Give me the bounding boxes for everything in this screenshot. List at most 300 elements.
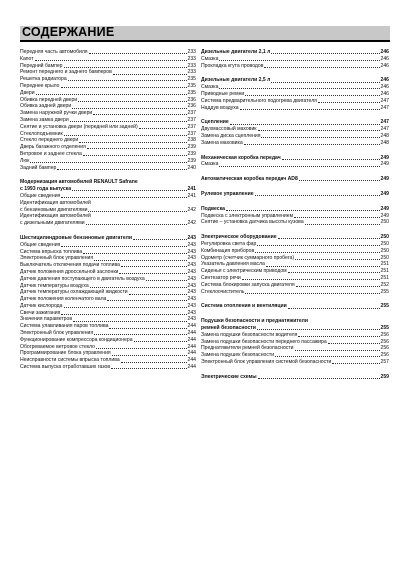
toc-entry[interactable] — [20, 255, 196, 262]
section-spacer — [201, 183, 389, 191]
toc-page-number: 256 — [380, 338, 389, 345]
toc-entry-title: Система предварительного подогрева двигателя — [201, 97, 317, 104]
toc-entry-title: Дверь багажного отделения — [20, 144, 86, 151]
toc-entry-title: Стекло переднего двери — [20, 137, 79, 144]
toc-entry[interactable] — [201, 248, 389, 255]
toc-entry[interactable] — [20, 69, 196, 76]
toc-entry-line: Идентификация автомобилей — [20, 199, 91, 206]
dot-leader — [94, 260, 186, 261]
toc-section-heading[interactable] — [20, 186, 196, 193]
toc-entry[interactable] — [20, 357, 196, 364]
toc-entry-title: Функционирование компрессора кондиционера — [20, 336, 133, 343]
toc-page-number: 237 — [187, 130, 196, 137]
toc-page-number: 244 — [187, 364, 196, 371]
toc-page-number: 244 — [187, 350, 196, 357]
toc-entry[interactable] — [201, 261, 389, 268]
dot-leader — [113, 74, 187, 75]
toc-entry-title: Передний бампер — [20, 62, 63, 69]
dot-leader — [275, 356, 379, 357]
toc-section-heading[interactable] — [201, 191, 389, 198]
dot-leader — [35, 60, 187, 61]
dot-leader — [73, 321, 186, 322]
dot-leader — [88, 211, 186, 212]
toc-entry[interactable] — [20, 344, 196, 351]
toc-page-number: 236 — [187, 103, 196, 110]
toc-entry-title: с дизельными двигателями — [20, 220, 85, 227]
toc-page-number: 243 — [187, 282, 196, 289]
toc-column-left — [20, 49, 196, 371]
toc-entry[interactable] — [20, 337, 196, 344]
toc-entry-title: Неисправности системы впрыска топлива — [20, 357, 120, 364]
toc-page-number: 247 — [380, 104, 389, 111]
toc-entry-title: Система блокировки запуска двигателя — [201, 281, 295, 288]
toc-page-number: 251 — [380, 274, 389, 281]
toc-page-number: 242 — [187, 206, 196, 213]
toc-page-number: 250 — [380, 240, 389, 247]
toc-page-number: 241 — [187, 192, 196, 199]
toc-page-number: 246 — [380, 77, 389, 84]
toc-entry[interactable] — [201, 268, 389, 275]
dot-leader — [133, 239, 186, 240]
dot-leader — [112, 355, 187, 356]
toc-entry[interactable] — [201, 63, 389, 70]
dot-leader — [119, 273, 186, 274]
toc-entry[interactable] — [201, 161, 389, 168]
section-spacer — [201, 310, 389, 318]
toc-entry-title: Система улавливания паров топлива — [20, 323, 109, 330]
toc-entry-title: Датчик температуры воздуха — [20, 282, 89, 289]
toc-entry-title: Обивка передней двери — [20, 96, 78, 103]
toc-entry[interactable] — [20, 296, 196, 303]
toc-entry[interactable] — [20, 364, 196, 371]
toc-entry[interactable] — [201, 332, 389, 339]
dot-leader — [72, 108, 186, 109]
toc-entry[interactable] — [20, 303, 196, 310]
toc-entry-title: Ремонт переднего и заднего бамперов — [20, 69, 112, 76]
dot-leader — [146, 280, 187, 281]
toc-entry-title: Подвеска — [201, 205, 225, 212]
toc-section-heading[interactable] — [201, 176, 389, 183]
toc-page-number: 246 — [380, 49, 389, 55]
dot-leader — [266, 266, 380, 267]
toc-entry[interactable] — [20, 124, 196, 131]
toc-entry[interactable] — [201, 289, 389, 296]
toc-entry-title: Датчик давления поступающего в двигатель воздуха — [20, 275, 145, 282]
toc-entry[interactable] — [201, 241, 389, 248]
toc-entry-title: Двери — [20, 89, 35, 96]
toc-page-number: 259 — [380, 373, 389, 380]
dot-leader — [219, 166, 379, 167]
toc-page-number: 233 — [187, 55, 196, 62]
toc-page-number: 249 — [380, 176, 389, 183]
toc-entry[interactable] — [20, 137, 196, 144]
toc-page-number: 246 — [380, 84, 389, 91]
toc-page-number: 249 — [380, 154, 389, 161]
dot-leader — [257, 329, 380, 330]
toc-page-number: 243 — [187, 316, 196, 323]
toc-entry-title: Синтезатор речи — [201, 274, 241, 281]
toc-entry-title: Регулировка света фар — [201, 240, 257, 247]
section-spacer — [201, 226, 389, 234]
toc-page-number: 233 — [187, 62, 196, 69]
toc-entry[interactable] — [20, 56, 196, 63]
dot-leader — [57, 169, 186, 170]
toc-section-heading: Подушки безопасности и преднатяжители — [201, 318, 309, 325]
toc-entry[interactable] — [20, 269, 196, 276]
toc-page-number: 243 — [187, 275, 196, 282]
dot-leader — [109, 328, 186, 329]
toc-entry[interactable] — [201, 98, 389, 105]
toc-section-heading[interactable] — [201, 77, 389, 84]
toc-entry[interactable] — [20, 151, 196, 158]
toc-entry[interactable] — [20, 158, 196, 165]
toc-page-number: 235 — [187, 89, 196, 96]
dot-leader — [258, 378, 380, 379]
toc-entry-title: Значения параметров — [20, 316, 73, 323]
toc-entry-title: Снятие – установка датчика высоты кузова — [201, 219, 304, 226]
toc-section-heading[interactable] — [201, 303, 389, 310]
toc-entry[interactable] — [20, 110, 196, 117]
section-spacer — [201, 69, 389, 77]
toc-page-number: 243 — [187, 289, 196, 296]
toc-page-number: 250 — [380, 234, 389, 241]
dot-leader — [111, 368, 186, 369]
toc-entry[interactable] — [20, 350, 196, 357]
toc-entry-title: Автоматическая коробка передач AD8 — [201, 176, 298, 183]
dot-leader — [244, 144, 380, 145]
toc-page-number: 250 — [380, 254, 389, 261]
toc-entry[interactable] — [20, 316, 196, 323]
toc-entry[interactable] — [20, 310, 196, 317]
toc-entry-title: Наддув воздуха — [201, 104, 239, 111]
dot-leader — [36, 94, 187, 95]
dot-leader — [332, 363, 379, 364]
toc-page-number: 257 — [380, 358, 389, 365]
dot-leader — [298, 336, 379, 337]
toc-page-number: 248 — [380, 139, 389, 146]
toc-page-number: 243 — [187, 241, 196, 248]
dot-leader — [219, 60, 379, 61]
toc-entry[interactable] — [20, 262, 196, 269]
toc-entry-title: Стеклоподъемник — [20, 130, 63, 137]
toc-entry[interactable] — [20, 63, 196, 70]
toc-page-number: 255 — [380, 288, 389, 295]
toc-page-number: 244 — [187, 336, 196, 343]
dot-leader — [257, 245, 379, 246]
toc-entry[interactable] — [201, 140, 389, 147]
toc-page-number: 237 — [187, 123, 196, 130]
toc-page-number: 243 — [187, 309, 196, 316]
dot-leader — [318, 102, 380, 103]
toc-page-number: 236 — [187, 96, 196, 103]
toc-entry[interactable] — [20, 117, 196, 124]
toc-page-number: 251 — [380, 268, 389, 275]
toc-entry-title: Выключатель отключения подачи топлива — [20, 262, 120, 269]
toc-entry-title: Шестицилиндровые бензиновые двигатели — [20, 234, 133, 241]
dot-leader — [278, 238, 380, 239]
toc-entry[interactable] — [20, 193, 196, 200]
toc-entry-title: Замена замка двери — [20, 116, 69, 123]
toc-entry[interactable] — [201, 84, 389, 91]
dot-leader — [219, 88, 379, 89]
toc-page-number: 243 — [187, 302, 196, 309]
toc-entry[interactable] — [20, 330, 196, 337]
section-spacer — [201, 147, 389, 155]
toc-entry-title: Задний бампер — [20, 164, 57, 171]
toc-entry[interactable] — [20, 76, 196, 83]
toc-entry-title: Капот — [20, 55, 34, 62]
toc-entry[interactable] — [201, 352, 389, 359]
dot-leader — [271, 82, 379, 83]
dot-leader — [288, 308, 380, 309]
dot-leader — [68, 80, 187, 81]
toc-page-number: 256 — [380, 352, 389, 359]
toc-page-number: 243 — [187, 268, 196, 275]
toc-page-number: 246 — [380, 90, 389, 97]
toc-page-number: 244 — [187, 323, 196, 330]
dot-leader — [134, 341, 187, 342]
toc-page-number: 239 — [187, 150, 196, 157]
toc-page-number: 237 — [187, 110, 196, 117]
dot-leader — [245, 95, 379, 96]
toc-entry-title: Электронный блок управления системой безопасности — [201, 358, 332, 365]
toc-entry-title: Датчик температуры охлаждающей жидкости — [20, 289, 128, 296]
dot-leader — [121, 362, 187, 363]
toc-entry-title: Свечи зажигания — [20, 309, 61, 316]
dot-leader — [255, 195, 380, 196]
dot-leader — [72, 190, 186, 191]
toc-entry[interactable] — [201, 255, 389, 262]
toc-column-right — [201, 49, 389, 380]
toc-page-number: 249 — [380, 190, 389, 197]
dot-leader — [242, 279, 380, 280]
toc-entry-line: Идентификация автомобилей — [20, 213, 91, 220]
toc-entry[interactable] — [201, 126, 389, 133]
dot-leader — [79, 142, 186, 143]
toc-section-heading[interactable] — [201, 234, 389, 241]
toc-entry-title: Замена подушки безопасности переднего пассажира — [201, 338, 327, 345]
dot-leader — [305, 224, 380, 225]
toc-page-number: 247 — [380, 126, 389, 133]
dot-leader — [70, 121, 187, 122]
toc-entry-title: Приводные ремни — [201, 90, 245, 97]
dot-leader — [299, 180, 380, 181]
dot-leader — [107, 300, 186, 301]
toc-page-number: 239 — [187, 144, 196, 151]
toc-page-number: 244 — [187, 330, 196, 337]
dot-leader — [90, 287, 187, 288]
contents-header-bar — [20, 26, 390, 42]
toc-entry-title: Датчик кислорода — [20, 302, 63, 309]
toc-entry-title: Система отопления и вентиляции — [201, 303, 287, 310]
toc-section-heading[interactable] — [201, 325, 389, 332]
dot-leader — [96, 348, 187, 349]
toc-page-number: 248 — [380, 132, 389, 139]
toc-entry-title: Ветровое и заднее стекла — [20, 150, 82, 157]
dot-leader — [245, 293, 379, 294]
toc-entry[interactable] — [201, 105, 389, 112]
dot-leader — [261, 137, 379, 138]
toc-entry[interactable] — [201, 213, 389, 220]
toc-entry[interactable] — [201, 91, 389, 98]
toc-entry-title: Передняя часть автомобиля — [20, 49, 88, 55]
toc-section-heading[interactable] — [201, 49, 389, 56]
dot-leader — [87, 148, 187, 149]
toc-page-number: 250 — [380, 219, 389, 226]
toc-entry[interactable] — [201, 359, 389, 366]
toc-page-number: 256 — [380, 345, 389, 352]
toc-page-number: 249 — [380, 205, 389, 212]
dot-leader — [295, 350, 380, 351]
dot-leader — [61, 197, 186, 198]
toc-entry-title: Смазка — [201, 161, 219, 168]
dot-leader — [129, 294, 187, 295]
toc-page-number: 233 — [187, 49, 196, 55]
section-spacer — [201, 168, 389, 176]
toc-entry-title: Указатель давления масла — [201, 261, 265, 268]
toc-entry[interactable] — [20, 83, 196, 90]
dot-leader — [30, 162, 186, 163]
toc-entry-title: Замена диска сцепления — [201, 132, 261, 139]
toc-entry-title: Обогреваемое ветровое стекло — [20, 343, 95, 350]
dot-leader — [258, 130, 380, 131]
toc-entry[interactable] — [201, 275, 389, 282]
toc-entry-title: Стеклоочиститель — [201, 288, 245, 295]
toc-page-number: 249 — [380, 212, 389, 219]
section-spacer — [201, 366, 389, 374]
dot-leader — [64, 307, 187, 308]
toc-entry-title: Общие сведения — [20, 192, 61, 199]
toc-entry-title: с 1993 года выпуска — [20, 186, 72, 193]
dot-leader — [83, 155, 187, 156]
toc-section-heading[interactable] — [20, 235, 196, 242]
toc-section-heading[interactable] — [201, 374, 389, 381]
toc-page-number: 255 — [380, 303, 389, 310]
page-title: СОДЕРЖАНИЕ — [22, 25, 115, 39]
toc-page-number: 247 — [380, 119, 389, 126]
toc-entry[interactable] — [201, 56, 389, 63]
dot-leader — [230, 124, 380, 125]
toc-entry[interactable] — [20, 220, 196, 227]
toc-entry-title: Решетка радиатора — [20, 76, 67, 83]
toc-entry-title: Электронный блок управления — [20, 255, 94, 262]
toc-entry[interactable] — [201, 219, 389, 226]
toc-page-number: 235 — [187, 82, 196, 89]
toc-entry[interactable] — [20, 144, 196, 151]
toc-page-number: 241 — [187, 186, 196, 193]
toc-entry-title: Прокладка кгута проводов — [201, 62, 264, 69]
toc-page-number: 243 — [187, 234, 196, 241]
toc-entry[interactable] — [20, 165, 196, 172]
toc-entry-title: Система впрыска топлива — [20, 248, 83, 255]
dot-leader — [226, 210, 380, 211]
toc-page-number: 235 — [187, 76, 196, 83]
section-spacer — [20, 227, 196, 235]
toc-page-number: 238 — [187, 137, 196, 144]
dot-leader — [61, 314, 186, 315]
toc-entry-title: Рулевое управление — [201, 190, 254, 197]
toc-entry-title: Снятие и установка двери (передней или задней) — [20, 123, 138, 130]
toc-entry-title: ремней безопасности — [201, 324, 256, 331]
dot-leader — [121, 266, 187, 267]
dot-leader — [93, 114, 186, 115]
toc-page-number: 244 — [187, 357, 196, 364]
dot-leader — [271, 53, 379, 54]
toc-entry[interactable] — [201, 282, 389, 289]
toc-entry[interactable] — [20, 289, 196, 296]
dot-leader — [288, 272, 380, 273]
toc-entry-title: Одометр (счетчик суммарного пробега) — [201, 254, 295, 261]
dot-leader — [255, 252, 379, 253]
toc-entry-title: Смазка — [201, 84, 219, 91]
toc-entry-title: Дизельные двигатели 2,1 л — [201, 49, 271, 55]
toc-entry-title: Замена наружной ручки двери — [20, 110, 93, 117]
toc-page-number: 240 — [187, 164, 196, 171]
toc-entry[interactable] — [201, 133, 389, 140]
toc-entry-title: с бензиновыми двигателями — [20, 206, 88, 213]
toc-entry-title: Смазка — [201, 55, 219, 62]
toc-section-heading[interactable] — [201, 206, 389, 213]
toc-page-number: 242 — [187, 220, 196, 227]
toc-page-number: 243 — [187, 255, 196, 262]
dot-leader — [89, 53, 187, 54]
toc-entry-title: Механическая коробка передач — [201, 154, 281, 161]
toc-page-number: 251 — [380, 261, 389, 268]
section-spacer — [201, 295, 389, 303]
toc-section-heading[interactable] — [201, 155, 389, 162]
dot-leader — [282, 159, 380, 160]
section-spacer — [201, 198, 389, 206]
toc-entry-title: Общие сведения — [20, 241, 61, 248]
toc-entry-title: Датчик положения дроссельной заслонки — [20, 268, 119, 275]
dot-leader — [78, 101, 186, 102]
dot-leader — [139, 128, 187, 129]
dot-leader — [64, 135, 187, 136]
toc-entry-title: Комбинация приборов — [201, 247, 255, 254]
section-spacer — [201, 111, 389, 119]
dot-leader — [328, 343, 380, 344]
toc-entry[interactable] — [20, 131, 196, 138]
toc-entry[interactable] — [20, 49, 196, 56]
dot-leader — [61, 87, 187, 88]
toc-entry[interactable] — [20, 90, 196, 97]
toc-entry-title: Обивка задней двери — [20, 103, 72, 110]
toc-entry[interactable] — [20, 242, 196, 249]
toc-entry-title: Переднее крыло — [20, 82, 60, 89]
toc-page-number: 250 — [380, 247, 389, 254]
toc-entry-title: Датчик положения коленчатого вала — [20, 296, 107, 303]
toc-entry-title: Электронный блок управления — [20, 330, 94, 337]
toc-page-number: 256 — [380, 331, 389, 338]
toc-page-number: 244 — [187, 343, 196, 350]
toc-page-number: 243 — [187, 262, 196, 269]
dot-leader — [61, 246, 186, 247]
toc-entry-title: Замена маховика — [201, 139, 243, 146]
dot-leader — [240, 109, 380, 110]
toc-page-number: 246 — [380, 55, 389, 62]
toc-entry-title: Система выпуска отработавших газов — [20, 364, 111, 371]
toc-entry-title: Сиденья с электрическим приводом — [201, 268, 287, 275]
toc-entry[interactable] — [20, 276, 196, 283]
dot-leader — [94, 334, 186, 335]
toc-entry[interactable] — [201, 345, 389, 352]
toc-entry-title: Двухмассовый маховик — [201, 126, 257, 133]
toc-page-number: 233 — [187, 69, 196, 76]
dot-leader — [86, 224, 187, 225]
dot-leader — [83, 253, 186, 254]
toc-entry-title: Преднатяжители ремней безопасности — [201, 345, 294, 352]
toc-page-number: 239 — [187, 157, 196, 164]
